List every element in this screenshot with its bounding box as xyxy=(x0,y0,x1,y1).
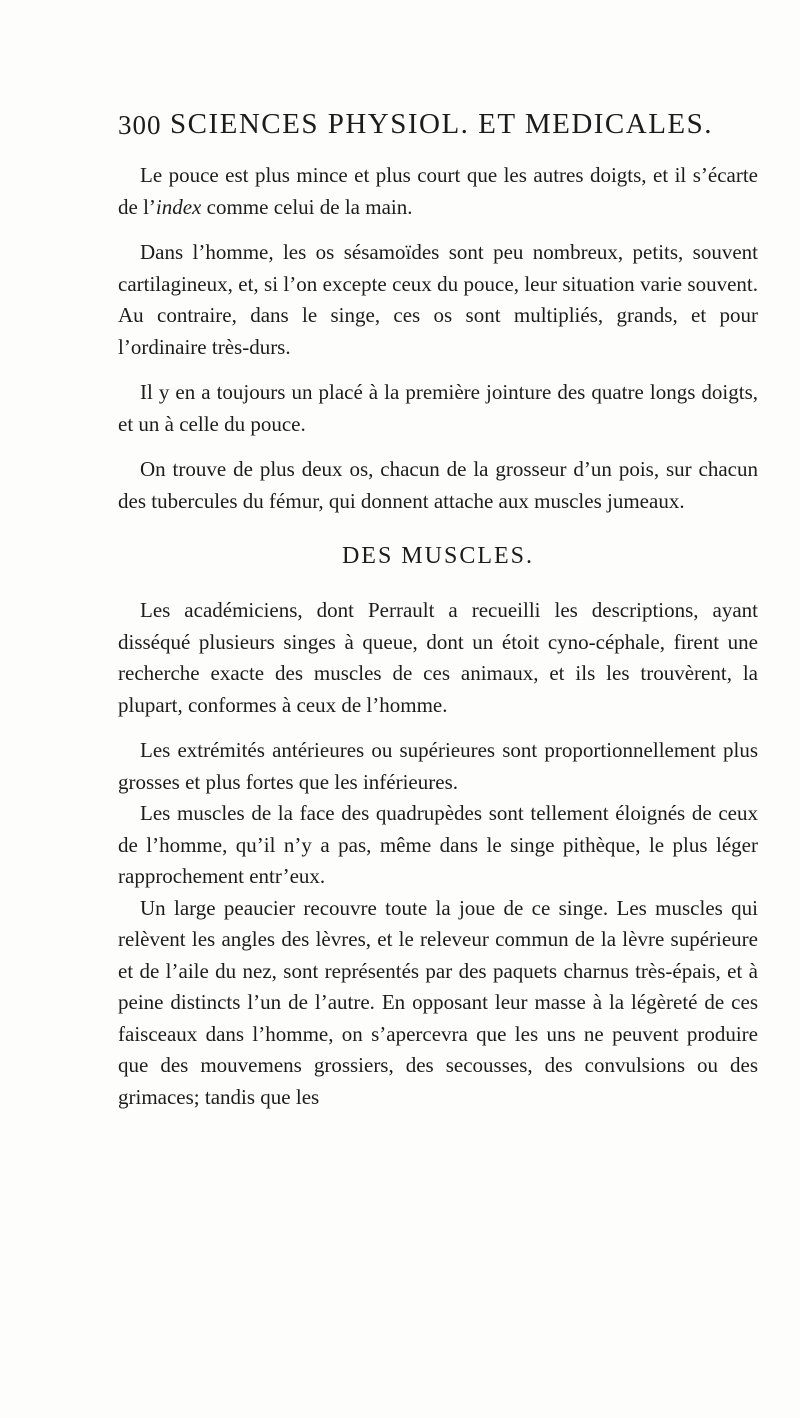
page-number: 300 xyxy=(118,110,162,140)
paragraph-academicians: Les académiciens, dont Perrault a recueilli les descriptions, ayant disséqué plusieurs singes à queue, dont un étoit cyno-céphale, firent une recherche exacte des muscles de ces animaux, et ils les trouvèrent, la plupart, conformes à ceux de l’homme. xyxy=(118,598,758,717)
paragraph-first-joint: Il y en a toujours un placé à la première jointure des quatre longs doigts, et un à celle du pouce. xyxy=(118,380,758,436)
paragraph-text: Le pouce est plus mince et plus court que les autres doigts, et il s’écarte de l’ xyxy=(118,163,758,219)
section-title: DES MUSCLES. xyxy=(341,543,535,569)
italic-term: index xyxy=(155,194,202,219)
paragraph-platysma: Un large peaucier recouvre toute la joue de ce singe. Les muscles qui relèvent les angles des lèvres, et le releveur commun de la lèvre supérieure et de l’aile du nez, sont représentés par des paquets charnus très-épais, et à peine distincts l’un de l’autre. En opposant leur masse à la légèreté de ces faisceaux dans l’homme, on s’apercevra que les uns ne peuvent produire que des mouvemens grossiers, des secousses, des convulsions ou des grimaces; tandis que les xyxy=(118,895,758,1109)
paragraph-thumb xyxy=(118,160,758,223)
paragraph-extremities: Les extrémités antérieures ou supérieures sont proportionnellement plus grosses et plus fortes que les inférieures. xyxy=(118,738,758,794)
body-text xyxy=(118,160,758,1113)
page-header xyxy=(118,108,758,148)
paragraph-face-muscles: Les muscles de la face des quadrupèdes sont tellement éloignés de ceux de l’homme, qu’il n’y a pas, même dans le singe pithèque, le plus léger rapprochement entr’eux. xyxy=(118,801,758,888)
paragraph-femur: On trouve de plus deux os, chacun de la grosseur d’un pois, sur chacun des tubercules du fémur, qui donnent attache aux muscles jumeaux. xyxy=(118,457,758,513)
paragraph-sesamoid-bones: Dans l’homme, les os sésamoïdes sont peu nombreux, petits, souvent cartilagineux, et, si l’on excepte ceux du pouce, leur situation varie souvent. Au contraire, dans le singe, ces os sont multipliés, grands, et pour l’ordinaire très-durs. xyxy=(118,240,758,359)
running-head: SCIENCES PHYSIOL. ET MEDICALES. xyxy=(170,108,714,140)
paragraph-text: comme celui de la main. xyxy=(201,194,413,219)
